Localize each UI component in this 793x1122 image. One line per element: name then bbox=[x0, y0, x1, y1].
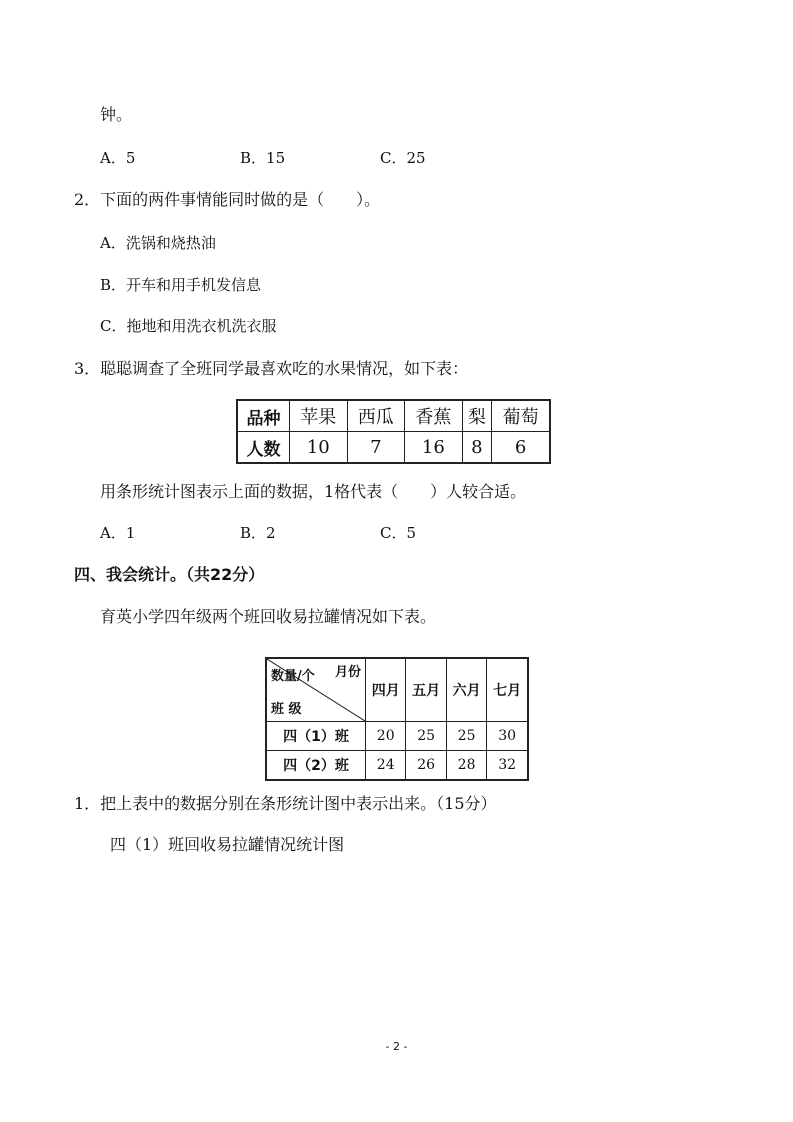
fruit-count-cell: 10 bbox=[290, 432, 348, 464]
q3-option-a: A．1 bbox=[100, 524, 136, 542]
fruit-table-row-names bbox=[237, 400, 550, 432]
q3-stem: 3．聪聪调查了全班同学最喜欢吃的水果情况，如下表： bbox=[74, 359, 469, 378]
value-cell: 26 bbox=[406, 751, 446, 780]
cans-table-header-row bbox=[266, 658, 528, 722]
month-header: 六月 bbox=[446, 658, 486, 722]
value-cell: 20 bbox=[366, 722, 406, 751]
page-number: - 2 - bbox=[385, 1040, 408, 1053]
diag-class-label: 班 级 bbox=[271, 702, 302, 717]
fruit-table-header-variety: 品种 bbox=[237, 400, 290, 432]
fruit-count-cell: 6 bbox=[492, 432, 550, 464]
q3-option-b: B．2 bbox=[240, 524, 276, 542]
fruit-count-cell: 7 bbox=[347, 432, 405, 464]
month-header: 七月 bbox=[487, 658, 528, 722]
cans-table-diagonal-header bbox=[266, 658, 366, 722]
diag-count-label: 数量/个 bbox=[271, 669, 315, 684]
q3-question: 用条形统计图表示上面的数据，1格代表（ ）人较合适。 bbox=[100, 482, 527, 501]
fruit-count-cell: 8 bbox=[462, 432, 492, 464]
fruit-name-cell: 梨 bbox=[462, 400, 492, 432]
fruit-name-cell: 香蕉 bbox=[405, 400, 463, 432]
q1-tail-text: 钟。 bbox=[100, 105, 133, 124]
fruit-table-row-counts bbox=[237, 432, 550, 464]
q1-option-c: C．25 bbox=[380, 149, 426, 167]
value-cell: 28 bbox=[446, 751, 486, 780]
value-cell: 25 bbox=[406, 722, 446, 751]
month-header: 四月 bbox=[366, 658, 406, 722]
class-name-cell: 四（1）班 bbox=[266, 722, 366, 751]
diag-month-label: 月份 bbox=[334, 665, 361, 680]
q1-option-b: B．15 bbox=[240, 149, 286, 167]
q2-stem: 2．下面的两件事情能同时做的是（ ）。 bbox=[74, 190, 381, 209]
q1-option-a: A．5 bbox=[100, 149, 136, 167]
section4-intro: 育英小学四年级两个班回收易拉罐情况如下表。 bbox=[100, 607, 437, 626]
class-name-cell: 四（2）班 bbox=[266, 751, 366, 780]
table-row bbox=[266, 722, 528, 751]
fruit-table-header-count: 人数 bbox=[237, 432, 290, 464]
value-cell: 24 bbox=[366, 751, 406, 780]
value-cell: 25 bbox=[446, 722, 486, 751]
fruit-name-cell: 西瓜 bbox=[347, 400, 405, 432]
q2-option-a: A．洗锅和烧热油 bbox=[100, 234, 216, 252]
section4-title: 四、我会统计。（共22分） bbox=[74, 565, 265, 584]
q2-option-c: C．拖地和用洗衣机洗衣服 bbox=[100, 317, 277, 335]
fruit-name-cell: 葡萄 bbox=[492, 400, 550, 432]
q2-option-b: B．开车和用手机发信息 bbox=[100, 276, 262, 294]
fruit-name-cell: 苹果 bbox=[290, 400, 348, 432]
value-cell: 30 bbox=[487, 722, 528, 751]
task1-text: 1．把上表中的数据分别在条形统计图中表示出来。（15分） bbox=[74, 794, 497, 813]
table-row bbox=[266, 751, 528, 780]
cans-table bbox=[265, 657, 529, 781]
month-header: 五月 bbox=[406, 658, 446, 722]
fruit-count-cell: 16 bbox=[405, 432, 463, 464]
chart-title: 四（1）班回收易拉罐情况统计图 bbox=[110, 835, 345, 854]
fruit-table bbox=[236, 399, 551, 464]
q3-option-c: C．5 bbox=[380, 524, 417, 542]
value-cell: 32 bbox=[487, 751, 528, 780]
